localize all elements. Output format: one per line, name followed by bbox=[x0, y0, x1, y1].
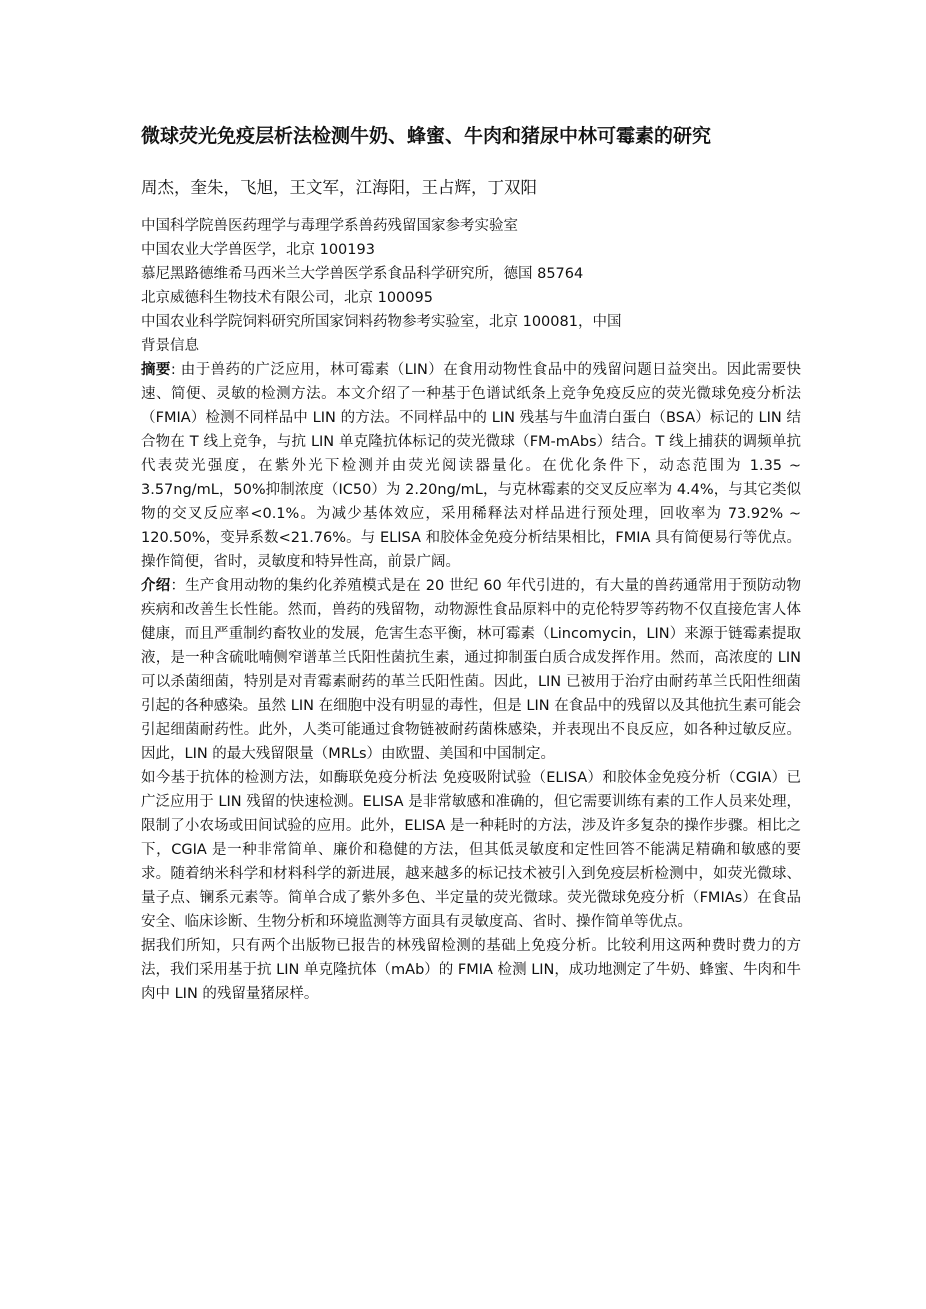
background-heading: 背景信息 bbox=[141, 338, 199, 354]
introduction-label: 介绍 bbox=[141, 578, 171, 594]
abstract-label: 摘要 bbox=[141, 362, 171, 378]
introduction-text: ：生产食用动物的集约化养殖模式是在 20 世纪 60 年代引进的，有大量的兽药通常用于预防动物疾病和改善生长性能。然而，兽药的残留物，动物源性食品原料中的克伦特罗等药物不仅直接危害人体健康，而且严重制约畜牧业的发展，危害生态平衡，林可霉素（Lincomycin，LIN）来源于链霉素提取液，是一种含硫吡喃侧窄谱革兰氏阳性菌抗生素，通过抑制蛋白质合成发挥作用。然而，高浓度的 LIN 可以杀菌细菌，特别是对青霉素耐药的革兰氏阳性菌。因此，LIN 已被用于治疗由耐药革兰氏阳性细菌引起的各种感染。虽然 LIN 在细胞中没有明显的毒性，但是 LIN 在食品中的残留以及其他抗生素可能会引起细菌耐药性。此外，人类可能通过食物链被耐药菌株感染，并表现出不良反应，如各种过敏反应。因此，LIN 的最大残留限量（MRLs）由欧盟、美国和中国制定。 bbox=[141, 578, 801, 762]
document-page bbox=[141, 120, 801, 1006]
affiliation-line: 慕尼黑路德维希马西米兰大学兽医学系食品科学研究所，德国 85764 bbox=[141, 266, 584, 282]
abstract-paragraph bbox=[141, 358, 801, 574]
author-list: 周杰，奎朱，飞旭，王文军，江海阳，王占辉，丁双阳 bbox=[141, 178, 537, 197]
body-paragraph-2: 如今基于抗体的检测方法，如酶联免疫分析法 免疫吸附试验（ELISA）和胶体金免疫分析（CGIA）已广泛应用于 LIN 残留的快速检测。ELISA 是非常敏感和准确的，但它需要训练有素的工作人员来处理，限制了小农场或田间试验的应用。此外，ELISA 是一种耗时的方法，涉及许多复杂的操作步骤。相比之下，CGIA 是一种非常简单、廉价和稳健的方法，但其低灵敏度和定性回答不能满足精确和敏感的要求。随着纳米科学和材料科学的新进展，越来越多的标记技术被引入到免疫层析检测中，如荧光微球、量子点、镧系元素等。简单合成了紫外多色、半定量的荧光微球。荧光微球免疫分析（FMIAs）在食品安全、临床诊断、生物分析和环境监测等方面具有灵敏度高、省时、操作简单等优点。 bbox=[141, 770, 801, 930]
affiliation-line: 中国农业科学院饲料研究所国家饲料药物参考实验室，北京 100081，中国 bbox=[141, 314, 622, 330]
affiliation-line: 中国科学院兽医药理学与毒理学系兽药残留国家参考实验室 bbox=[141, 218, 518, 234]
affiliation-line: 中国农业大学兽医学，北京 100193 bbox=[141, 242, 375, 258]
paper-title: 微球荧光免疫层析法检测牛奶、蜂蜜、牛肉和猪尿中林可霉素的研究 bbox=[141, 125, 712, 147]
affiliation-line: 北京威德科生物技术有限公司，北京 100095 bbox=[141, 290, 433, 306]
affiliation-list bbox=[141, 214, 801, 358]
abstract-text: : 由于兽药的广泛应用，林可霉素（LIN）在食用动物性食品中的残留问题日益突出。因此需要快速、简便、灵敏的检测方法。本文介绍了一种基于色谱试纸条上竞争免疫反应的荧光微球免疫分析法（FMIA）检测不同样品中 LIN 的方法。不同样品中的 LIN 残基与牛血清白蛋白（BSA）标记的 LIN 结合物在 T 线上竞争，与抗 LIN 单克隆抗体标记的荧光微球（FM-mAbs）结合。T 线上捕获的调频单抗代表荧光强度，在紫外光下检测并由荧光阅读器量化。在优化条件下，动态范围为 1.35 ~ 3.57ng/mL，50%抑制浓度（IC50）为 2.20ng/mL，与克林霉素的交叉反应率为 4.4%，与其它类似物的交叉反应率<0.1%。为减少基体效应，采用稀释法对样品进行预处理，回收率为 73.92% ~ 120.50%，变异系数<21.76%。与 ELISA 和胶体金免疫分析结果相比，FMIA 具有简便易行等优点。操作简便，省时，灵敏度和特异性高，前景广阔。 bbox=[141, 362, 801, 570]
body-paragraph-3: 据我们所知，只有两个出版物已报告的林残留检测的基础上免疫分析。比较利用这两种费时费力的方法，我们采用基于抗 LIN 单克隆抗体（mAb）的 FMIA 检测 LIN，成功地测定了牛奶、蜂蜜、牛肉和牛肉中 LIN 的残留量猪尿样。 bbox=[141, 938, 801, 1002]
introduction-paragraph bbox=[141, 574, 801, 766]
